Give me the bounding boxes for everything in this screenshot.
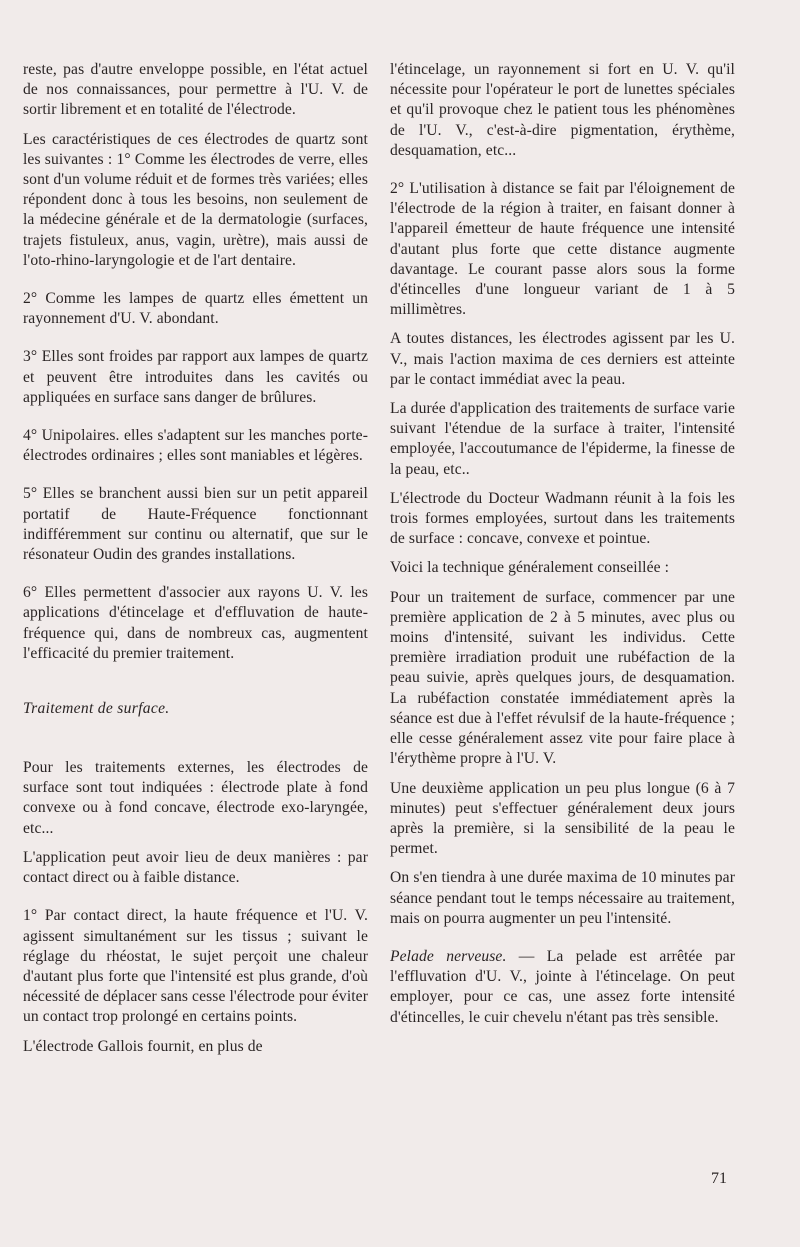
paragraph: L'application peut avoir lieu de deux manières : par contact direct ou à faible distance. — [23, 848, 368, 887]
paragraph: A toutes distances, les électrodes agissent par les U. V., mais l'action maxima de ces derniers est atteinte par le contact immédiat avec la peau. — [390, 330, 735, 388]
paragraph: Les caractéristiques de ces électrodes de quartz sont les suivantes : 1° Comme les électrodes de verre, elles sont d'un volume réduit et de formes très variées; elles répondent donc à tous les besoins, non seulement de la médecine générale et de la dermatologie (surfaces, trajets fistuleux, anus, vagin, urètre), mais aussi de l'oto-rhino-laryngologie et de l'art dentaire. — [23, 130, 368, 269]
paragraph — [390, 947, 735, 1028]
paragraph: L'électrode Gallois fournit, en plus de — [23, 1037, 263, 1055]
section-title: Traitement de surface. — [23, 700, 170, 718]
paragraph: Pour un traitement de surface, commencer par une première application de 2 à 5 minutes, avec plus ou moins d'intensité, suivant les individus. Cette première irradiation produit une rubéfaction de la peau suivie, après quelques jours, de desquamation. La rubéfaction constatée immédiatement après la séance est due à l'effet révulsif de la haute-fréquence ; elle cesse généralement assez vite pour faire place à l'érythème propre à l'U. V. — [390, 588, 735, 768]
paragraph: Voici la technique généralement conseillée : — [390, 559, 670, 577]
paragraph: Pour les traitements externes, les électrodes de surface sont tout indiquées : électrode plate à fond convexe ou à fond concave, électrode exo-laryngée, etc... — [23, 759, 368, 837]
right-column — [390, 60, 735, 1037]
paragraph: 1° Par contact direct, la haute fréquence et l'U. V. agissent simultanément sur les tissus ; suivant le réglage du rhéostat, le sujet perçoit une chaleur d'autant plus forte que l'intensité est plus grande, d'où nécessité de déplacer sans cesse l'électrode pour éviter un contact trop prolongé en certains points. — [23, 907, 368, 1026]
left-column — [23, 60, 368, 1066]
subsection-title: Pelade nerveuse. — [390, 947, 507, 965]
page-number: 71 — [711, 1170, 727, 1187]
paragraph-text: — La pelade est arrêtée par l'effluvation d'U. V., jointe à l'étincelage. On peut employer, pour ce cas, une assez forte intensité d'étincelles, le cuir chevelu n'étant pas très sensible. — [390, 947, 736, 1026]
paragraph: 4° Unipolaires. elles s'adaptent sur les manches porte-électrodes ordinaires ; elles sont maniables et légères. — [23, 427, 368, 465]
paragraph: Une deuxième application un peu plus longue (6 à 7 minutes) peut s'effectuer généralement deux jours après la première, si la sensibilité de la peau le permet. — [390, 779, 735, 858]
paragraph: L'électrode du Docteur Wadmann réunit à la fois les trois formes employées, surtout dans les traitements de surface : concave, convexe et pointue. — [390, 489, 735, 548]
paragraph: l'étincelage, un rayonnement si fort en U. V. qu'il nécessite pour l'opérateur le port de lunettes spéciales et qu'il provoque chez le patient tous les phénomènes de l'U. V., c'est-à-dire pigmentation, érythème, desquamation, etc... — [390, 61, 735, 159]
paragraph: 3° Elles sont froides par rapport aux lampes de quartz et peuvent être introduites dans les cavités ou appliquées en surface sans danger de brûlures. — [23, 348, 368, 406]
paragraph: On s'en tiendra à une durée maxima de 10 minutes par séance pendant tout le temps nécessaire au traitement, mais on pourra augmenter un peu l'intensité. — [390, 869, 735, 927]
paragraph: 5° Elles se branchent aussi bien sur un petit appareil portatif de Haute-Fréquence fonctionnant indifféremment sur continu ou alternatif, que sur le résonateur Oudin des grandes installations. — [23, 485, 368, 564]
paragraph: 2° Comme les lampes de quartz elles émettent un rayonnement d'U. V. abondant. — [23, 290, 368, 328]
paragraph: La durée d'application des traitements de surface varie suivant l'étendue de la surface à traiter, l'intensité employée, l'accoutumance de l'épiderme, la finesse de la peau, etc.. — [390, 400, 735, 478]
paragraph: 6° Elles permettent d'associer aux rayons U. V. les applications d'étincelage et d'effluvation de haute-fréquence qui, dans de nombreux cas, augmentent l'efficacité du premier traitement. — [23, 584, 368, 662]
paragraph: 2° L'utilisation à distance se fait par l'éloignement de l'électrode de la région à traiter, en faisant donner à l'appareil émetteur de haute fréquence une intensité d'autant plus forte que cette distance augmente davantage. Le courant passe alors sous la forme d'étincelles d'une longueur variant de 1 à 5 millimètres. — [390, 180, 735, 319]
paragraph: reste, pas d'autre enveloppe possible, en l'état actuel de nos connaissances, pour permettre à l'U. V. de sortir librement et en totalité de l'électrode. — [23, 61, 368, 119]
